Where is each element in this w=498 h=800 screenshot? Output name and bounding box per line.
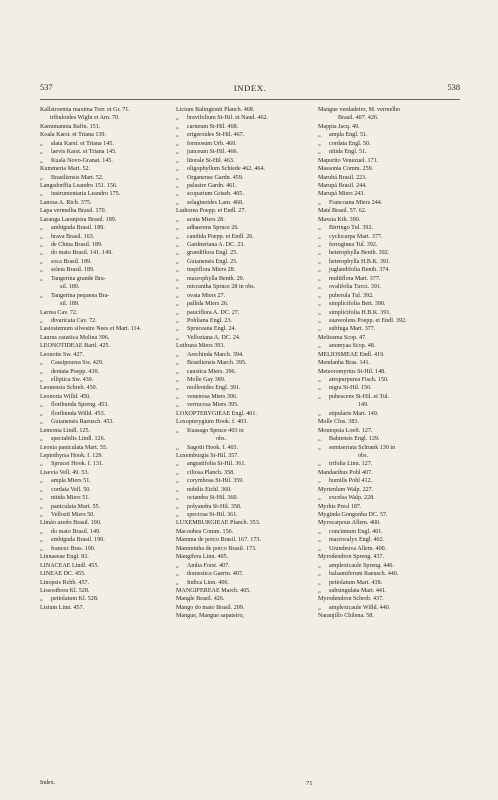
index-entry: Massonia Comm. 259.	[318, 166, 374, 173]
index-entry: „ juglandifolia Benth. 374.	[318, 267, 390, 274]
index-entry: „ multiflora Mart. 377.	[318, 275, 381, 282]
index-entry: „ spectabilis Lindl. 126.	[40, 436, 106, 443]
index-entry: „ Spruceana Engl. 24.	[176, 326, 237, 333]
index-entry: MELIOSMEAE Endl. 419.	[318, 351, 385, 358]
index-entry: Marupá Miers 243.	[318, 191, 365, 198]
index-entry: Loxopterygium Hook. f. 403.	[176, 419, 248, 426]
index-entry: „ selaginoides Lam. 468.	[176, 199, 244, 206]
index-entry: „ brava Brasil. 163.	[40, 233, 95, 240]
index-entry: obs.	[216, 436, 226, 443]
index-entry: tribuloides Wight et Arn. 70.	[50, 115, 120, 122]
index-column-right	[318, 106, 460, 621]
index-entry: Marubá Brasil. 223.	[318, 174, 367, 181]
index-entry: Maxsia Kth. 390.	[318, 216, 361, 223]
index-entry: „ formosum Urb. 460.	[176, 140, 237, 147]
index-entry: „ macrophylla Benth. 29.	[176, 275, 245, 282]
index-entry: Licium Balingtonii Planch. 468.	[176, 107, 255, 113]
index-entry: „ inspiflora Miers 28.	[176, 267, 236, 274]
index-entry: „ junceum St-Hil. 466.	[176, 149, 239, 156]
index-entry: Moniopsia Loeft. 127.	[318, 427, 373, 434]
index-entry: „ caustica Miers. 396.	[176, 368, 237, 375]
index-entry: „ pallida Miers 26.	[176, 301, 229, 308]
index-entry: „ ovalifolia Turcz. 391.	[318, 284, 382, 291]
index-entry: „ excelsa Walp. 228.	[318, 495, 375, 502]
index-entry: LEONOTIDEAE Bartl. 425.	[40, 343, 111, 350]
index-entry: Kallstroemia maxima Torr. et Gr. 71.	[40, 107, 130, 113]
index-entry: „ paniculata Mart. 55.	[40, 503, 101, 510]
footer-sheet-number: 71	[306, 780, 313, 787]
index-entry: „ Gardneriana A. DC. 23.	[176, 242, 245, 248]
index-entry: Mendanha Bras. 141.	[318, 360, 371, 367]
header-rule	[40, 99, 460, 100]
index-entry: „ Urundeuva Allem. 400.	[318, 545, 387, 552]
index-entry: „ instrumentaria Leandro 175.	[40, 191, 121, 198]
index-entry: „ Molle Gay 389.	[176, 377, 226, 383]
index-entry: „ litorale St-Hil. 463.	[176, 157, 235, 164]
index-entry: „ Sagotii Hook. f. 403.	[176, 444, 239, 451]
index-entry: „ laevis Karst. et Triana 145.	[40, 149, 117, 156]
index-entry: Luthrara Miers 393.	[176, 343, 225, 350]
index-entry: Leonotis Sw. 427.	[40, 351, 84, 358]
index-entry: „ cordata Engl. 50.	[318, 140, 371, 147]
index-entry: Myginda Gongonha DC. 57.	[318, 512, 388, 518]
index-entry: Kummeria Mart. 52.	[40, 166, 91, 173]
index-entry: Linopsis Rchb. 457.	[40, 579, 90, 586]
index-entry: Mangue, Mangue sapateiro,	[176, 613, 245, 620]
index-entry: „ Brasiliensis March. 395.	[176, 360, 247, 367]
index-entry: „ Arechinda March. 394.	[176, 351, 244, 358]
index-entry: Meliosma Scop. 47.	[318, 334, 367, 341]
index-entry: „ atropurpurea Fisch. 150.	[318, 377, 389, 383]
index-entry: „ oligophyllum Schiede 462. 464.	[176, 166, 266, 173]
index-entry: „ petiolatum Mart. 438.	[318, 579, 383, 586]
index-entry: „ balsamiferum Raeusch. 440.	[318, 571, 399, 578]
index-entry: Ludiorea Poepp. et Endl. 27.	[176, 208, 246, 215]
index-entry: „ domestica Gaertn. 407.	[176, 571, 244, 578]
index-entry: „ divaricata Cav. 72.	[40, 317, 97, 324]
index-entry: „ ampla Engl. 51.	[318, 132, 368, 139]
index-entry: „ Brasiliensis Mart. 52.	[40, 174, 104, 181]
index-entry: Brasil. 407. 426.	[338, 115, 379, 122]
index-entry: Leptothyrsa Hook. f. 129.	[40, 452, 103, 459]
index-entry: Linnaeeae Engl. 83.	[40, 554, 89, 561]
index-entry: „ ciliosa Planch. 358.	[176, 469, 235, 476]
index-entry: Leonoria Willd. 450.	[40, 393, 91, 400]
index-entry: „ Bahiensis Engl. 129.	[318, 436, 380, 443]
index-entry: „ nigra St-Hil. 150.	[318, 385, 372, 392]
left-page-number: 537	[40, 83, 53, 92]
index-entry: „ Tangerina pequena Bra-	[40, 292, 110, 299]
index-entry: Leonia paniculata Mart. 55.	[40, 444, 108, 451]
index-entry: „ adhaerens Spruce 26.	[176, 225, 239, 232]
index-entry: „ floribunda Spreng. 453.	[40, 402, 109, 409]
index-entry: „ elliptica Sw. 430.	[40, 377, 94, 383]
index-entry: „ pauciflora A. DC. 27.	[176, 309, 240, 316]
index-entry: Lemonia Lindl. 125.	[40, 427, 91, 434]
index-entry: Mangle Brasil. 426.	[176, 596, 225, 603]
index-entry: „ seleta Brasil. 189.	[40, 267, 95, 274]
index-entry: „ Guianensis Raeusch. 453.	[40, 419, 114, 426]
index-column-middle	[176, 106, 312, 621]
index-entry: „ concinnum Engl. 401.	[318, 528, 383, 535]
index-entry: „ polyandra St-Hil. 358.	[176, 503, 242, 510]
index-entry: „ ferruginea Tul. 392.	[318, 242, 378, 248]
index-entry: Leonensia Schreb. 450.	[40, 385, 98, 392]
index-entry: LINACEAE Lindl. 455.	[40, 562, 99, 569]
index-entry: „ acuta Miers 28.	[176, 216, 225, 223]
index-entry: „ humilis Pohl 412.	[318, 478, 373, 485]
footer-section-label: Index.	[40, 780, 56, 786]
index-entry: „ nitida Engl. 51.	[318, 149, 367, 156]
index-entry: Langsdorffia Leandro 151. 156.	[40, 182, 118, 189]
right-page-number: 538	[447, 83, 460, 92]
index-entry: Myrhis Presl 187.	[318, 503, 362, 510]
index-entry: „ semiserrata Schrank 130 in	[318, 444, 396, 451]
index-entry: Lissosthora Kl. 528.	[40, 587, 90, 594]
index-entry: Meteoromyrtus St-Hil. 148.	[318, 368, 386, 375]
index-entry: Lapa vermelha Brasil. 170.	[40, 208, 107, 215]
index-entry: „ Amba Forst. 407.	[176, 562, 230, 569]
index-entry: „ Birringo Tul. 392.	[318, 225, 374, 232]
index-entry: „ dentata Poepp. 430.	[40, 368, 100, 375]
page-footer	[40, 780, 460, 790]
index-entry: sil. 189.	[60, 284, 80, 291]
index-entry: „ Velloziana A. DC. 24.	[176, 334, 241, 341]
index-entry: „ Kuasago Spruce 403 in	[176, 427, 244, 434]
index-entry: Myrtenlum Walp. 227.	[318, 486, 374, 493]
index-entry: „ do mato Brasil. 149.	[40, 528, 101, 535]
index-entry: Mappia Jacq. 49.	[318, 123, 360, 130]
index-entry: 149.	[358, 402, 369, 409]
index-entry: „ brevifolium St-Hil. et Naud. 462.	[176, 115, 269, 122]
index-entry: „ venenosa Miers 396.	[176, 393, 238, 400]
index-entry: Kamtmannia Rafin. 151.	[40, 123, 101, 130]
index-entry: „ amplexicaule Spreng. 440.	[318, 562, 394, 569]
index-entry: Lasiostemum silvestre Nees et Mart. 114.	[40, 326, 142, 333]
index-entry: „ cordata Vell. 50.	[40, 486, 91, 493]
index-entry: „ de China Brasil. 189.	[40, 242, 103, 248]
index-entry: „ Sprucei Hook. f. 131.	[40, 461, 104, 468]
index-entry: „ puberula Tul. 392.	[318, 292, 374, 299]
index-entry: Maté Brasil. 57. 62.	[318, 208, 367, 215]
index-entry: „ nobilis Eichl. 360.	[176, 486, 232, 493]
index-entry: „ erigeroides St-Hil. 467.	[176, 132, 245, 139]
index-entry: Laranga Laranjeira Brasil. 189.	[40, 216, 117, 223]
index-entry: „ corymbosa St-Hil. 359.	[176, 478, 244, 485]
index-entry: Luxemburgia St-Hil. 357.	[176, 452, 239, 459]
index-entry: „ grandiflora Engl. 25.	[176, 250, 238, 257]
index-entry: Mangue verdadeiro, M. vermelho	[318, 107, 401, 113]
index-entry: „ octandra St-Hil. 360.	[176, 495, 239, 502]
index-entry: „ ambiguda Brasil. 189.	[40, 225, 105, 232]
index-entry: sil. 189.	[60, 301, 80, 308]
index-entry: „ Pohliana Engl. 23.	[176, 317, 233, 324]
index-entry: Lisevia Vell. 49. 53.	[40, 469, 89, 476]
index-entry: Myrodendron Schreb. 437.	[318, 596, 384, 603]
index-entry: obs.	[358, 452, 368, 459]
index-entry: „ heterophylla Benth. 392.	[318, 250, 390, 257]
index-entry: „ pubescens St-Hil. et Tul.	[318, 393, 390, 400]
index-entry: „ nitida Miers 51.	[40, 495, 90, 502]
index-entry: Mango do mato Brasil. 209.	[176, 604, 245, 611]
index-column-left	[40, 106, 168, 612]
index-entry: „ subsingulata Mart. 441.	[318, 587, 387, 594]
index-entry: „ verrucosa Miers 395.	[176, 402, 239, 409]
index-entry: LOXOPTERYGIEAE Engl. 401.	[176, 410, 257, 417]
index-entry: „ Cassipourea Sw. 429.	[40, 360, 104, 367]
index-entry: „ molleoides Engl. 391.	[176, 385, 241, 392]
index-entry: „ amplexicaule Willd. 440.	[318, 604, 391, 611]
index-entry: „ simplicifolia Bert. 390.	[318, 301, 386, 308]
index-entry: „ cyclocarpa Mart. 377.	[318, 233, 383, 240]
index-entry: Naranjillo Chilena. 58.	[318, 613, 374, 620]
index-entry: „ Indica Linn. 406.	[176, 579, 229, 586]
index-entry: „ angustifolia St-Hil. 361.	[176, 461, 246, 468]
index-entry: „ candida Poepp. et Endl. 26.	[176, 233, 254, 240]
index-entry: „ Tangerina grande Bra-	[40, 275, 106, 282]
index-entry: Mamminha de porco Brasil. 173.	[176, 545, 257, 552]
index-entry: Lisium Linn. 457.	[40, 604, 85, 611]
index-entry: „ suaveolens Poepp. et Endl. 392.	[318, 317, 407, 324]
index-entry: Mapurito Venezuel. 171.	[318, 157, 379, 164]
index-entry: Koala Karst. et Triana 139.	[40, 132, 107, 139]
index-entry: MANGIFEREAE March. 405.	[176, 587, 251, 594]
index-entry: „ scoparium Griseb. 465.	[176, 191, 244, 198]
index-entry: Mamma de porco Brasil. 167. 173.	[176, 537, 261, 544]
index-entry: Myrodendron Spreng. 437.	[318, 554, 385, 561]
index-entry: „ palustre Gardn. 461.	[176, 182, 237, 189]
index-entry: Marupá Brasil. 244.	[318, 182, 367, 189]
index-entry: „ stipularis Mart. 149.	[318, 410, 379, 417]
index-entry: „ soca Brasil. 189.	[40, 258, 92, 265]
index-entry: „ alata Karst. et Triana 145.	[40, 140, 114, 147]
index-entry: „ carneum St-Hil. 468.	[176, 123, 239, 130]
index-entry: „ floribunda Willd. 453.	[40, 410, 106, 417]
index-entry: „ francez Bras. 190.	[40, 545, 96, 552]
index-entry: Mandaethus Pohl 407.	[318, 469, 373, 476]
index-entry: Lanosa A. Rich. 375.	[40, 199, 92, 206]
index-entry: „ speciosa St-Hil. 361.	[176, 512, 238, 518]
index-entry: „ Kuala Novo-Granat. 145.	[40, 157, 113, 164]
page-header	[40, 83, 460, 97]
index-entry: Molle Clus. 383.	[318, 419, 359, 426]
index-entry: „ ampla Miers 51.	[40, 478, 91, 485]
index-entry: „ micrantha Spruce 28 in obs.	[176, 284, 256, 291]
index-entry: Macoubea Comm. 156.	[176, 528, 234, 535]
index-entry: „ Organense Gardn. 459.	[176, 174, 244, 181]
index-entry: „ do mato Brasil. 141. 149.	[40, 250, 113, 257]
index-entry: „ subfuga Mart. 377.	[318, 326, 376, 333]
index-entry: Mangifera Linn. 405.	[176, 554, 229, 561]
index-entry: „ Guianensis Engl. 25.	[176, 258, 238, 265]
index-entry: „ heterophylla H.B.K. 391.	[318, 258, 391, 265]
index-entry: Limão azedo Brasil. 190.	[40, 520, 102, 527]
index-entry: „ petiolatum Kl. 528.	[40, 596, 99, 603]
index-entry: „ simplicifolia H.B.K. 391.	[318, 309, 391, 316]
index-entry: „ ovata Miers 27.	[176, 292, 226, 299]
index-entry: „ Velloziï Miers 50.	[40, 512, 95, 518]
page-title: INDEX.	[233, 83, 267, 93]
index-entry: „ macrocalyx Engl. 402.	[318, 537, 385, 544]
index-entry: „ Francoana Miers 244.	[318, 199, 383, 206]
index-entry: „ trifolia Linn. 127.	[318, 461, 373, 468]
index-entry: Myrocarpous Allem. 400.	[318, 520, 381, 527]
index-entry: Larrea Cav. 72.	[40, 309, 78, 316]
index-entry: „ embiguda Brasil. 190.	[40, 537, 105, 544]
index-entry: LUXEMBURGIEAE Planch. 353.	[176, 520, 261, 527]
index-entry: Laurus caustica Molina 396.	[40, 334, 110, 341]
index-entry: LINEAE DC. 455.	[40, 571, 86, 578]
index-entry: „ anomyaa Scop. 48.	[318, 343, 376, 350]
